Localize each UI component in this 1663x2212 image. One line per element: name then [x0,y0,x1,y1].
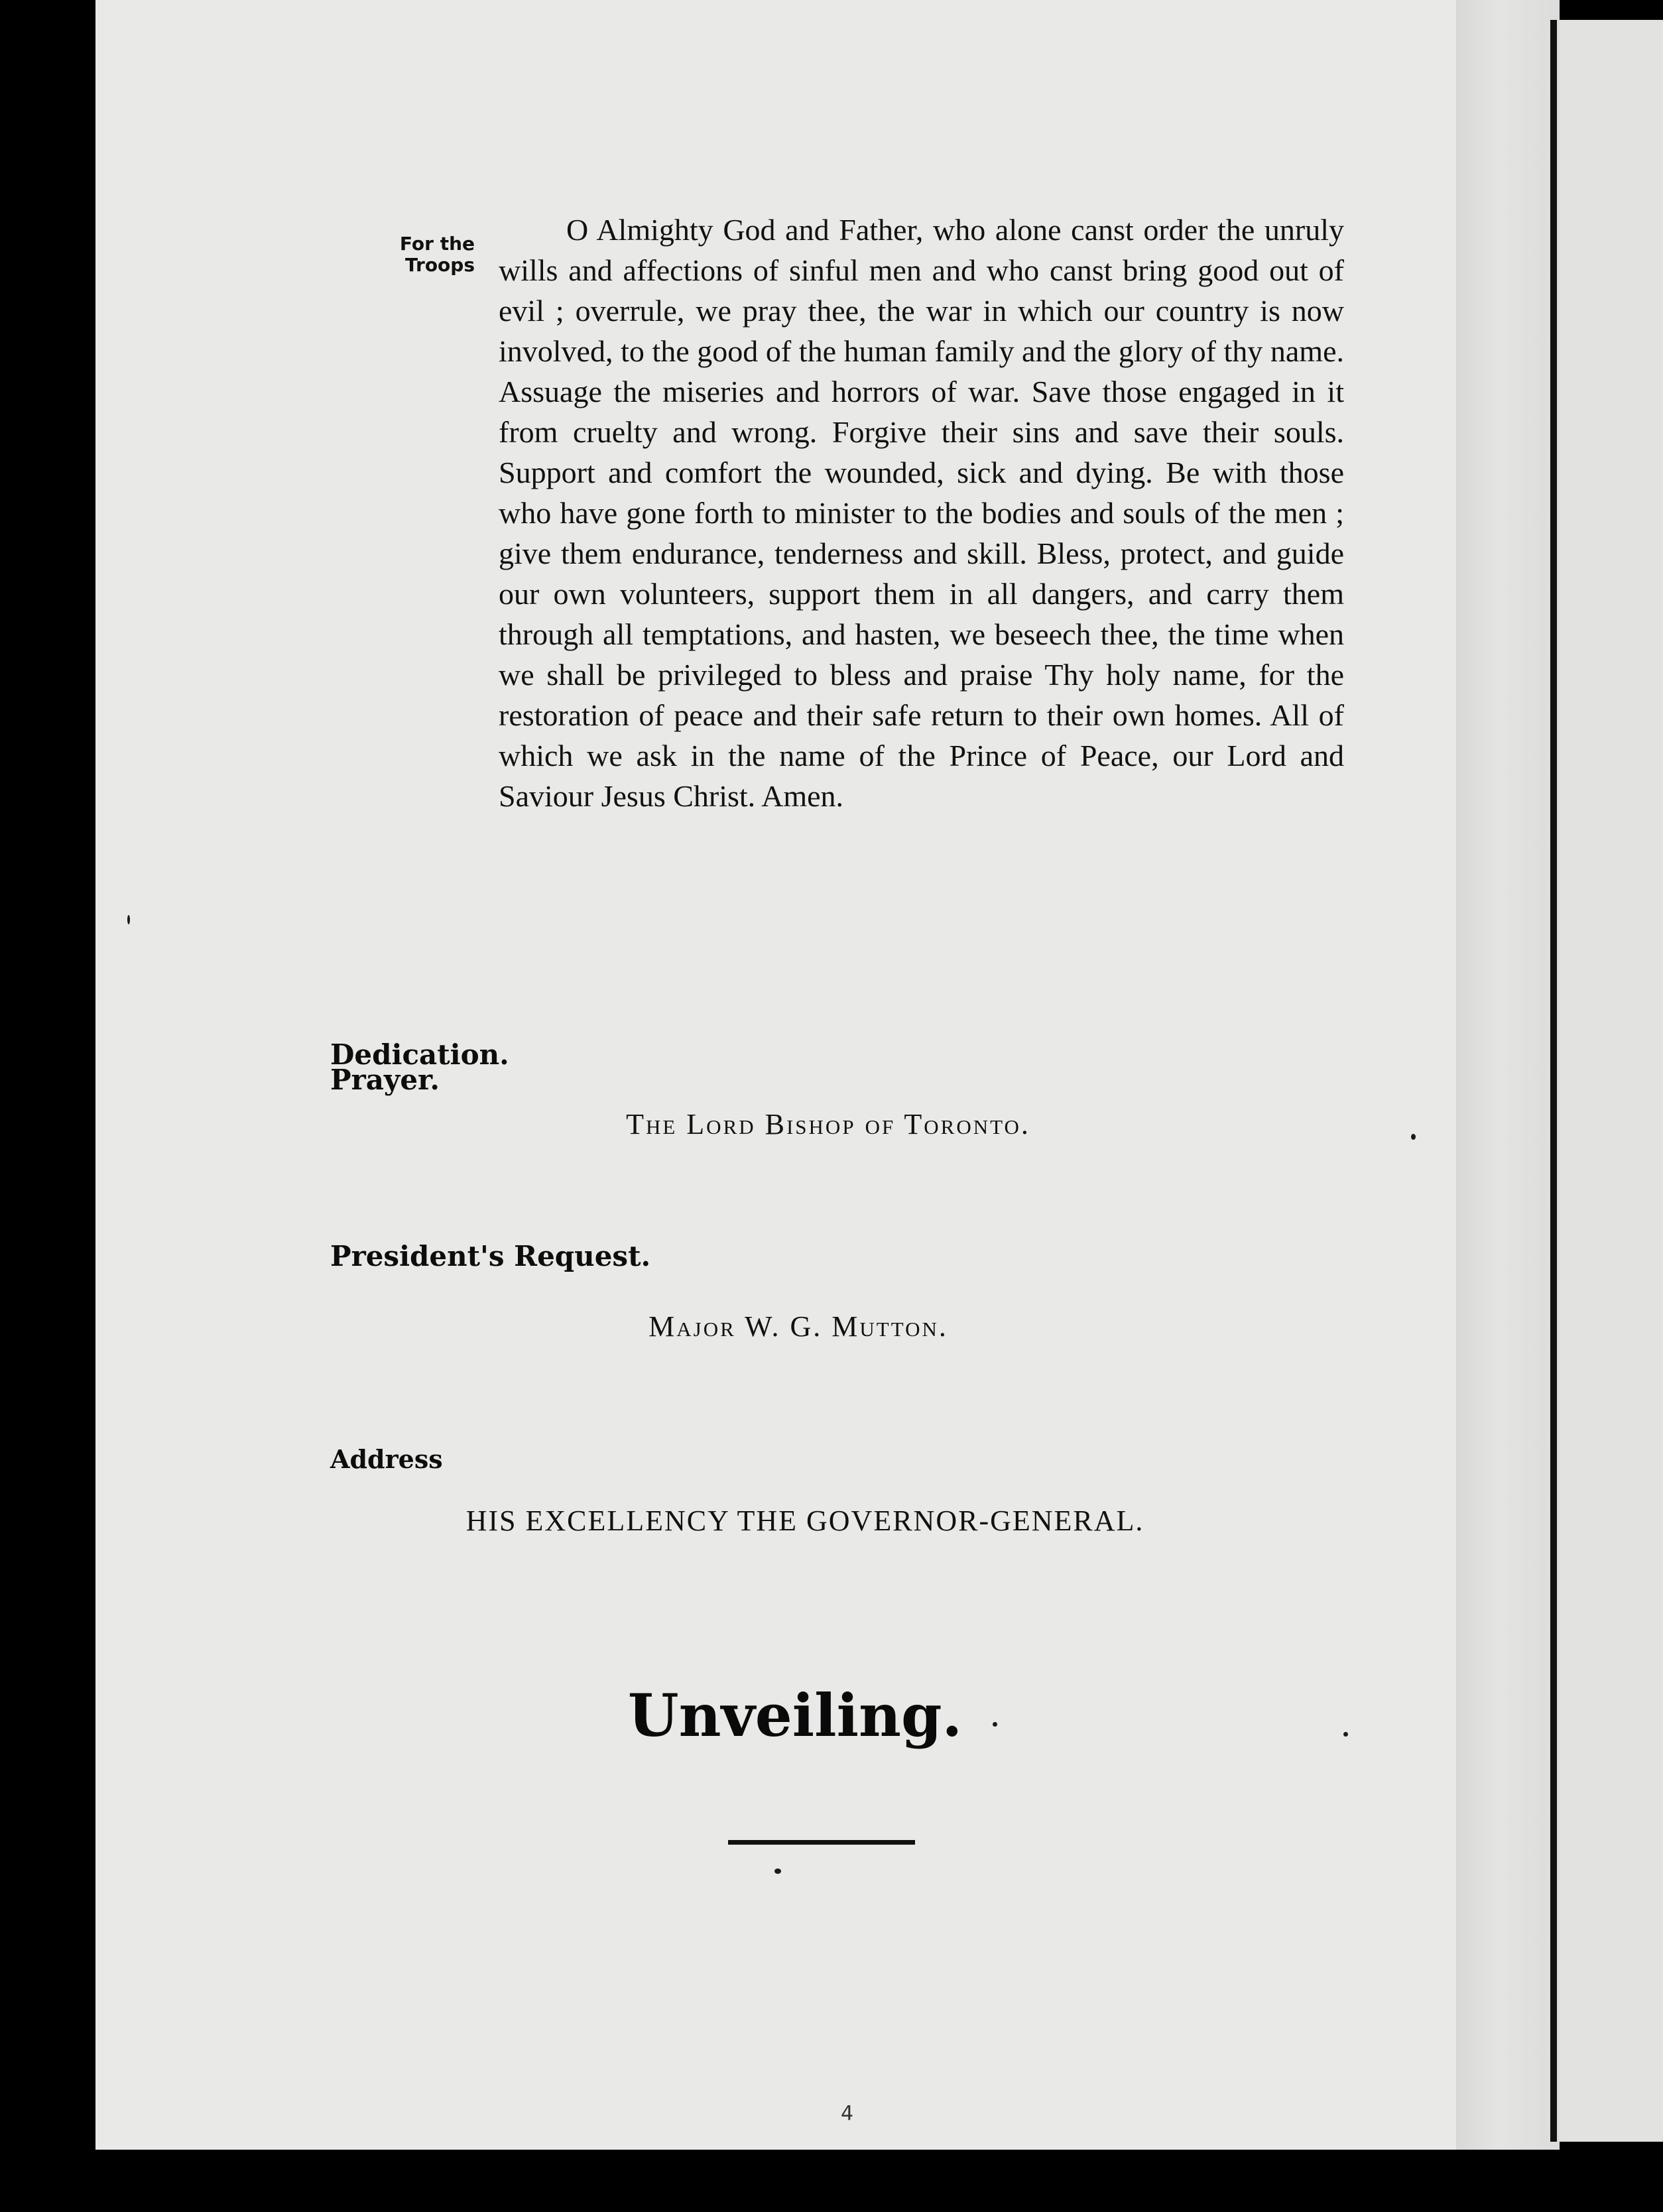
unveiling-heading: Unveiling. [627,1681,963,1750]
prayer-heading: Prayer. [330,1064,440,1096]
scan-speck [774,1869,781,1874]
request-speaker: Major W. G. Mutton. [648,1310,948,1343]
dedication-speaker: The Lord Bishop of Toronto. [626,1108,1030,1140]
prayer-for-the-troops: O Almighty God and Father, who alone canst order the unruly wills and affections of sinful men and who canst bring good out of evil ; overrule, we pray thee, the war in which our country is now involved, to the good of the human family and the glory of thy name. Assuage the miseries and horrors of war. Save those engaged in it from cruelty and wrong. Forgive their sins and save their souls. Support and comfort the wounded, sick and dying. Be with those who have gone forth to minister to the bodies and souls of the men ; give them endurance, tenderness and skill. Bless, protect, and guide our own volunteers, support them in all dangers, and carry them through all temptations, and hasten, we beseech thee, the time when we shall be privileged to bless and praise Thy holy name, for the restoration of peace and their safe return to their own homes. All of which we ask in the name of the Prince of Peace, our Lord and Saviour Jesus Christ. Amen. [499,213,1344,813]
scan-speck [1411,1134,1416,1140]
facing-page-edge [1560,20,1663,2142]
page-number: 4 [841,2102,854,2125]
dedication-prayer-heading [330,1038,509,1096]
address-heading: Address [330,1444,443,1474]
margin-note-line-2: Troops [404,254,475,276]
closing-rule [728,1840,915,1845]
margin-note [369,233,475,276]
scan-speck [127,915,130,924]
scan-speck [1343,1732,1348,1737]
address-speaker: HIS EXCELLENCY THE GOVERNOR-GENERAL. [465,1505,1144,1537]
margin-note-line-1: For the [399,233,475,255]
presidents-request-heading: President's Request. [330,1240,651,1272]
fold-line [1550,20,1557,2142]
scan-speck [993,1722,997,1727]
dedication-heading: Dedication. [330,1038,509,1071]
fold-shadow [1456,0,1560,2150]
